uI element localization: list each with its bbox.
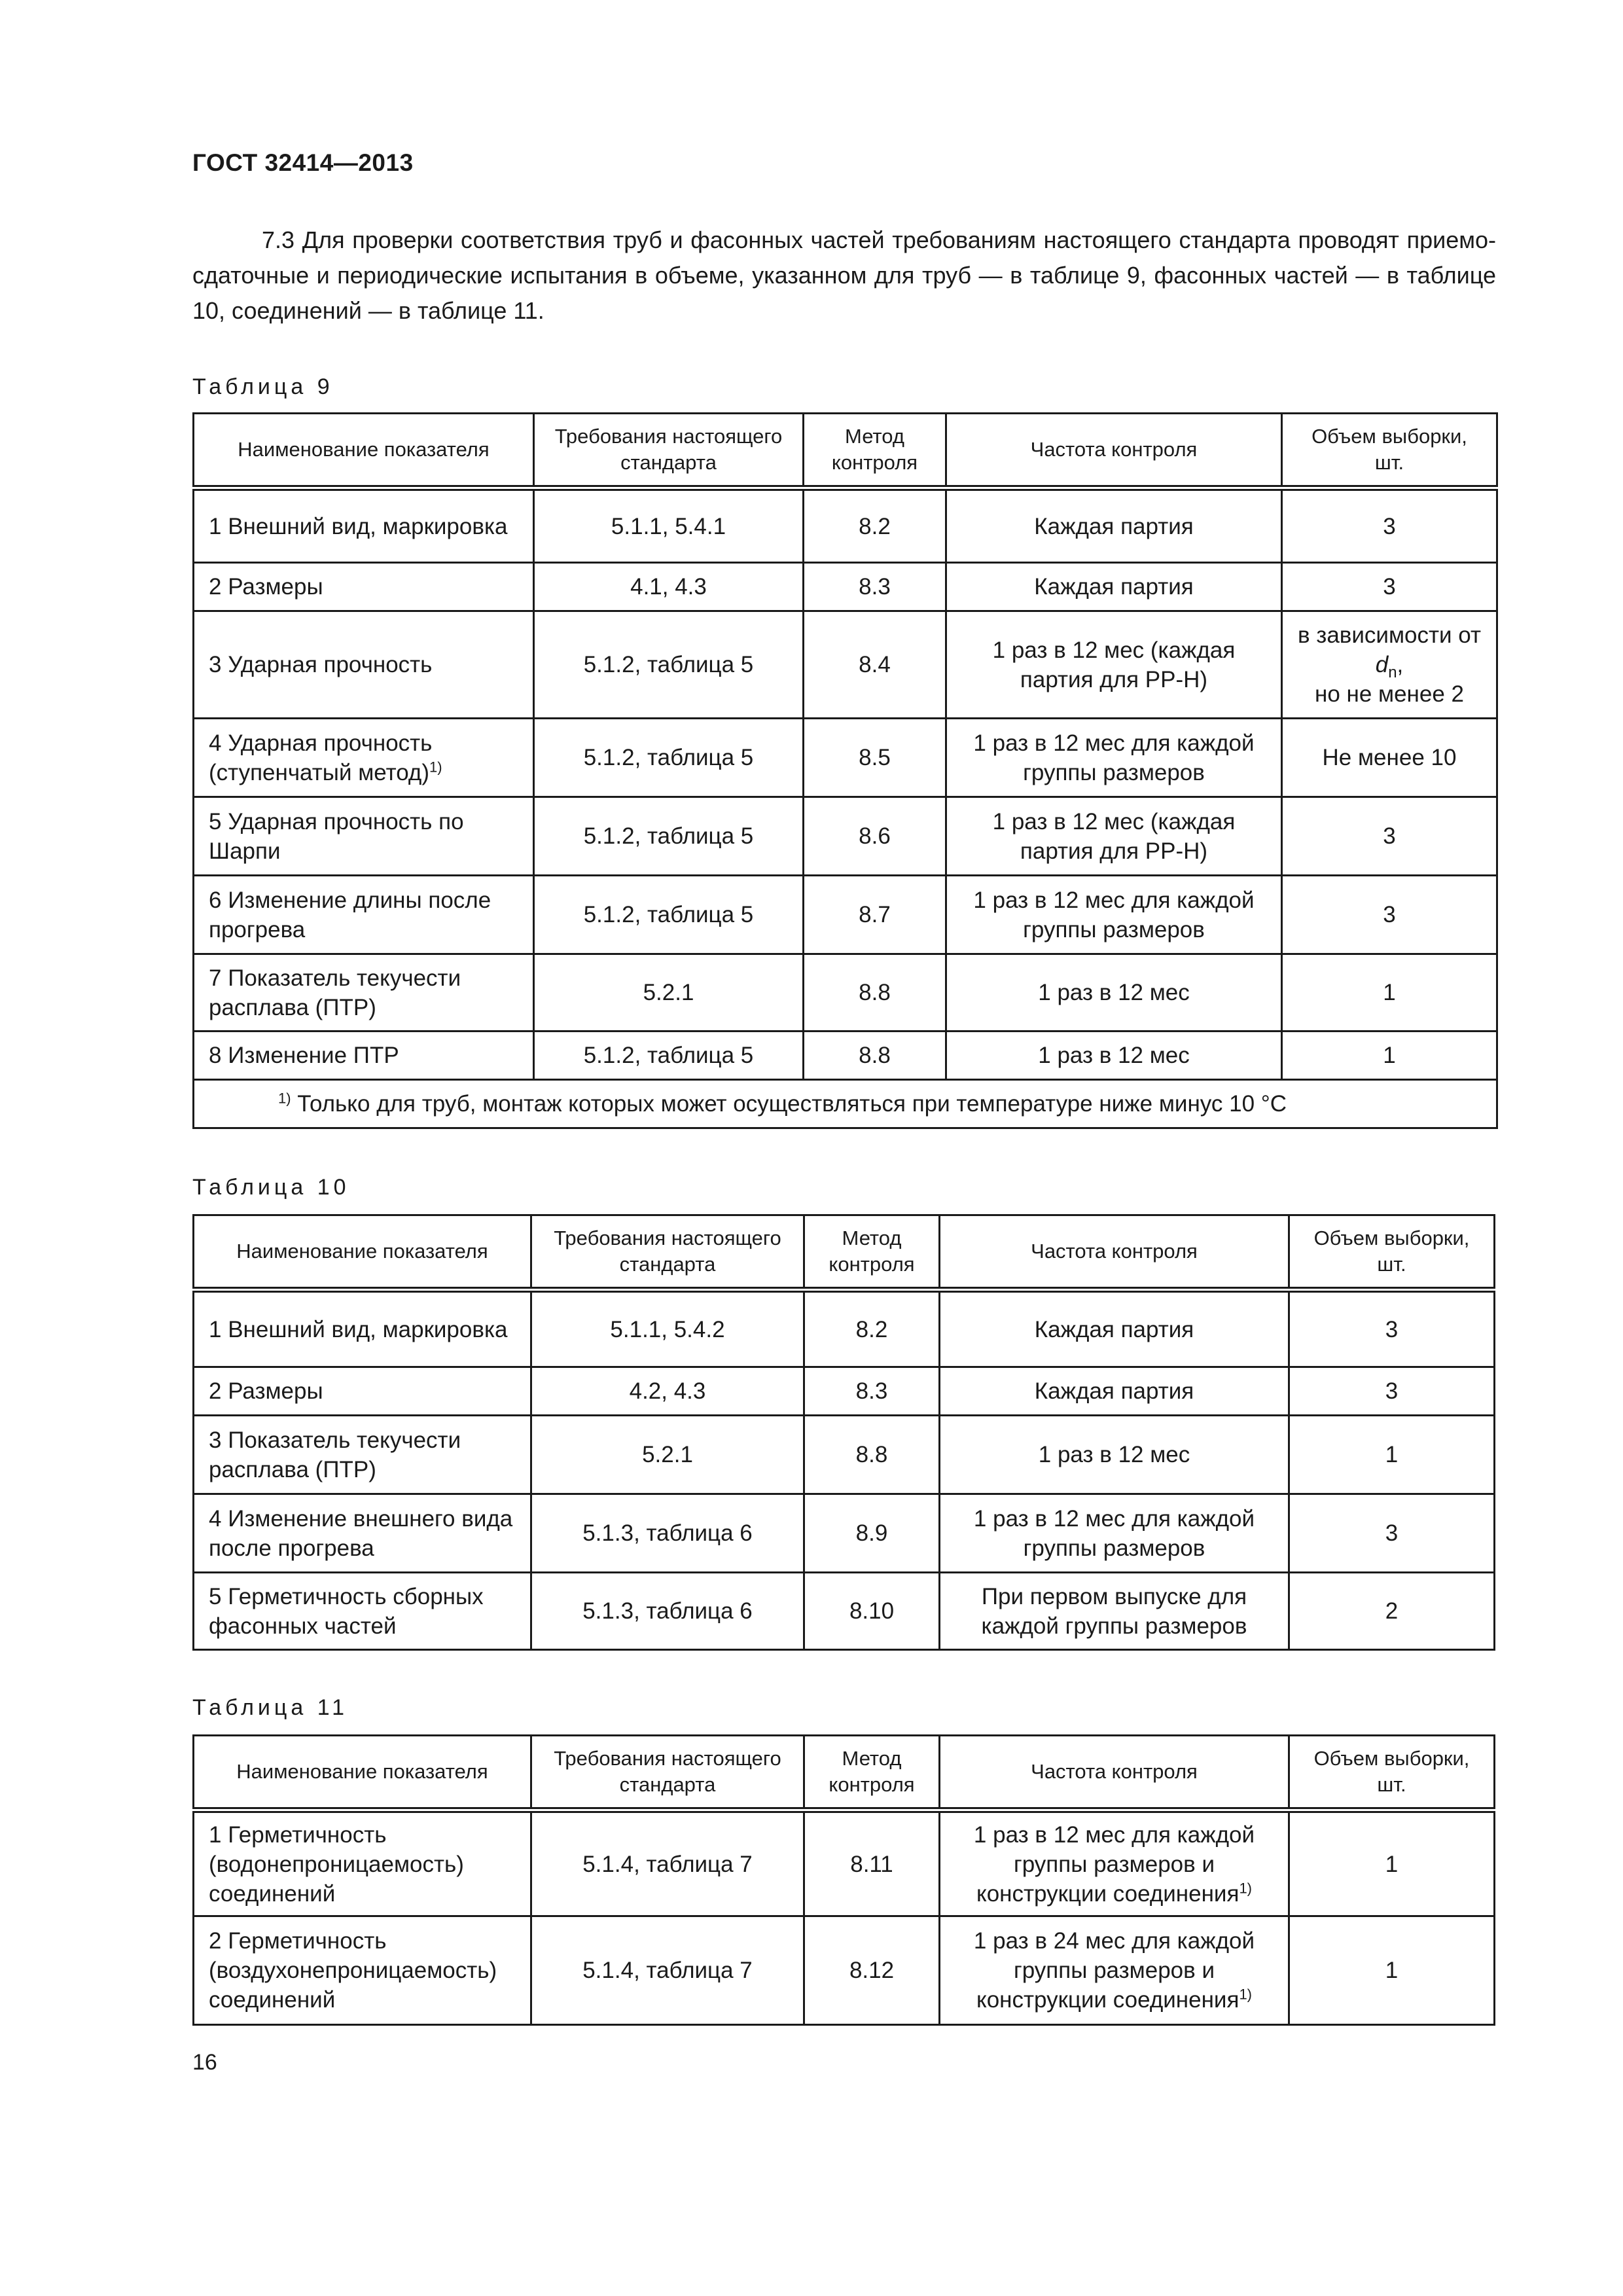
row-volume	[1282, 611, 1497, 719]
row-volume: 1	[1282, 1031, 1497, 1080]
table-row	[194, 563, 1497, 611]
table11-header-frequency: Частота контроля	[940, 1736, 1289, 1810]
table11-header-method: Метод контроля	[804, 1736, 940, 1810]
section-paragraph	[192, 223, 1496, 329]
table11-header-name: Наименование показателя	[194, 1736, 531, 1810]
table11-header-row	[194, 1736, 1495, 1810]
table10-header-name: Наименование показателя	[194, 1215, 531, 1290]
volume-symbol: d	[1375, 652, 1389, 677]
row-frequency-text: 1 раз в 12 мес для каждой группы размеров и конструкции соединения	[973, 1821, 1255, 1907]
row-name: 4 Изменение внешнего вида после прогрева	[194, 1494, 531, 1573]
row-requirements: 5.1.3, таблица 6	[531, 1573, 804, 1650]
row-method: 8.9	[804, 1494, 940, 1573]
row-method: 8.11	[804, 1810, 940, 1916]
document-code: ГОСТ 32414—2013	[192, 149, 414, 176]
table11-header-volume: Объем выборки, шт.	[1289, 1736, 1495, 1810]
row-volume: 3	[1289, 1367, 1495, 1416]
table10-header-method: Метод контроля	[804, 1215, 940, 1290]
row-frequency: Каждая партия	[946, 563, 1282, 611]
row-requirements: 4.1, 4.3	[534, 563, 804, 611]
row-method: 8.7	[804, 876, 946, 954]
row-method: 8.2	[804, 1290, 940, 1367]
footnote-ref: 1)	[429, 758, 442, 775]
volume-text-c: но не менее 2	[1314, 681, 1464, 707]
row-volume: Не менее 10	[1282, 719, 1497, 797]
table10-caption: Таблица 10	[192, 1175, 350, 1200]
row-frequency: Каждая партия	[940, 1290, 1289, 1367]
table10-header-volume: Объем выборки, шт.	[1289, 1215, 1495, 1290]
row-method: 8.10	[804, 1573, 940, 1650]
table-row	[194, 611, 1497, 719]
row-frequency: 1 раз в 12 мес для каждой группы размеров	[946, 876, 1282, 954]
row-volume: 3	[1282, 797, 1497, 876]
row-frequency: При первом выпуске для каждой группы размеров	[940, 1573, 1289, 1650]
row-name: 5 Ударная прочность по Шарпи	[194, 797, 534, 876]
row-method: 8.3	[804, 1367, 940, 1416]
table9-footnote-row	[194, 1080, 1497, 1128]
table-row	[194, 1916, 1495, 2025]
row-name: 1 Внешний вид, маркировка	[194, 488, 534, 563]
table9-header-volume: Объем выборки, шт.	[1282, 414, 1497, 488]
row-name: 6 Изменение длины после прогрева	[194, 876, 534, 954]
table-row	[194, 954, 1497, 1031]
table-row	[194, 797, 1497, 876]
row-requirements: 5.1.4, таблица 7	[531, 1810, 804, 1916]
row-frequency: Каждая партия	[946, 488, 1282, 563]
row-name: 3 Ударная прочность	[194, 611, 534, 719]
paragraph-text: 7.3 Для проверки соответствия труб и фасонных частей требованиям настоящего стандарта проводят приемо-сдаточные и периодические испытания в объеме, указанном для труб — в таблице 9, фасонных частей — в таблице 10, соединений — в таблице 11.	[192, 226, 1496, 324]
row-frequency	[940, 1810, 1289, 1916]
table10	[192, 1214, 1495, 1651]
table-row	[194, 1810, 1495, 1916]
table9-header-frequency: Частота контроля	[946, 414, 1282, 488]
row-name: 3 Показатель текучести расплава (ПТР)	[194, 1416, 531, 1494]
row-name-text: 4 Ударная прочность (ступенчатый метод)	[209, 730, 433, 785]
row-volume: 1	[1289, 1416, 1495, 1494]
table-row	[194, 1367, 1495, 1416]
table11-caption: Таблица 11	[192, 1695, 349, 1720]
row-requirements: 5.2.1	[534, 954, 804, 1031]
table9-footnote	[194, 1080, 1497, 1128]
footnote-ref: 1)	[1239, 1879, 1252, 1896]
row-name: 2 Размеры	[194, 1367, 531, 1416]
row-volume: 3	[1289, 1290, 1495, 1367]
volume-text-a: в зависимости от	[1297, 622, 1482, 648]
row-method: 8.5	[804, 719, 946, 797]
row-method: 8.4	[804, 611, 946, 719]
row-name: 7 Показатель текучести расплава (ПТР)	[194, 954, 534, 1031]
row-requirements: 4.2, 4.3	[531, 1367, 804, 1416]
row-volume: 3	[1282, 563, 1497, 611]
table-row	[194, 1031, 1497, 1080]
table9	[192, 412, 1498, 1129]
row-method: 8.3	[804, 563, 946, 611]
row-frequency-text: 1 раз в 24 мес для каждой группы размеров и конструкции соединения	[973, 1928, 1255, 2013]
footnote-text: Только для труб, монтаж которых может осуществляться при температуре ниже минус 10 °С	[297, 1091, 1287, 1117]
table9-caption: Таблица 9	[192, 374, 334, 399]
row-volume: 3	[1289, 1494, 1495, 1573]
row-frequency: 1 раз в 12 мес	[940, 1416, 1289, 1494]
row-requirements: 5.1.1, 5.4.2	[531, 1290, 804, 1367]
page-number: 16	[192, 2050, 217, 2075]
row-frequency: Каждая партия	[940, 1367, 1289, 1416]
row-volume: 2	[1289, 1573, 1495, 1650]
table-row	[194, 488, 1497, 563]
row-name: 8 Изменение ПТР	[194, 1031, 534, 1080]
row-name: 1 Внешний вид, маркировка	[194, 1290, 531, 1367]
table9-header-requirements: Требования настоящего стандарта	[534, 414, 804, 488]
table11-header-requirements: Требования настоящего стандарта	[531, 1736, 804, 1810]
row-requirements: 5.1.2, таблица 5	[534, 1031, 804, 1080]
row-frequency: 1 раз в 12 мес (каждая партия для PP-H)	[946, 611, 1282, 719]
row-requirements: 5.1.2, таблица 5	[534, 611, 804, 719]
table-row	[194, 1416, 1495, 1494]
row-requirements: 5.1.1, 5.4.1	[534, 488, 804, 563]
row-requirements: 5.1.2, таблица 5	[534, 876, 804, 954]
table10-header-row	[194, 1215, 1495, 1290]
row-method: 8.6	[804, 797, 946, 876]
table9-header-method: Метод контроля	[804, 414, 946, 488]
row-frequency: 1 раз в 12 мес	[946, 954, 1282, 1031]
row-method: 8.8	[804, 1416, 940, 1494]
row-frequency: 1 раз в 12 мес	[946, 1031, 1282, 1080]
row-name: 2 Герметичность (воздухонепроницаемость) соединений	[194, 1916, 531, 2025]
row-frequency: 1 раз в 12 мес (каждая партия для PP-H)	[946, 797, 1282, 876]
row-name: 1 Герметичность (водонепроницаемость) соединений	[194, 1810, 531, 1916]
row-requirements: 5.1.2, таблица 5	[534, 719, 804, 797]
table-row	[194, 719, 1497, 797]
row-volume: 1	[1289, 1916, 1495, 2025]
table11	[192, 1734, 1495, 2026]
row-volume: 1	[1282, 954, 1497, 1031]
row-name: 5 Герметичность сборных фасонных частей	[194, 1573, 531, 1650]
row-frequency	[940, 1916, 1289, 2025]
table10-header-frequency: Частота контроля	[940, 1215, 1289, 1290]
row-name	[194, 719, 534, 797]
table-row	[194, 1290, 1495, 1367]
row-method: 8.8	[804, 954, 946, 1031]
table9-header-name: Наименование показателя	[194, 414, 534, 488]
table-row	[194, 876, 1497, 954]
footnote-mark: 1)	[278, 1090, 291, 1107]
row-method: 8.8	[804, 1031, 946, 1080]
row-volume: 3	[1282, 876, 1497, 954]
volume-subscript: n	[1388, 664, 1397, 681]
table10-header-requirements: Требования настоящего стандарта	[531, 1215, 804, 1290]
footnote-ref: 1)	[1239, 1986, 1252, 2003]
table9-header-row	[194, 414, 1497, 488]
row-requirements: 5.1.4, таблица 7	[531, 1916, 804, 2025]
row-frequency: 1 раз в 12 мес для каждой группы размеров	[946, 719, 1282, 797]
row-method: 8.2	[804, 488, 946, 563]
table-row	[194, 1573, 1495, 1650]
volume-comma: ,	[1397, 652, 1404, 677]
row-requirements: 5.2.1	[531, 1416, 804, 1494]
row-requirements: 5.1.2, таблица 5	[534, 797, 804, 876]
row-method: 8.12	[804, 1916, 940, 2025]
row-volume: 1	[1289, 1810, 1495, 1916]
row-volume: 3	[1282, 488, 1497, 563]
table-row	[194, 1494, 1495, 1573]
row-requirements: 5.1.3, таблица 6	[531, 1494, 804, 1573]
row-name: 2 Размеры	[194, 563, 534, 611]
row-frequency: 1 раз в 12 мес для каждой группы размеров	[940, 1494, 1289, 1573]
